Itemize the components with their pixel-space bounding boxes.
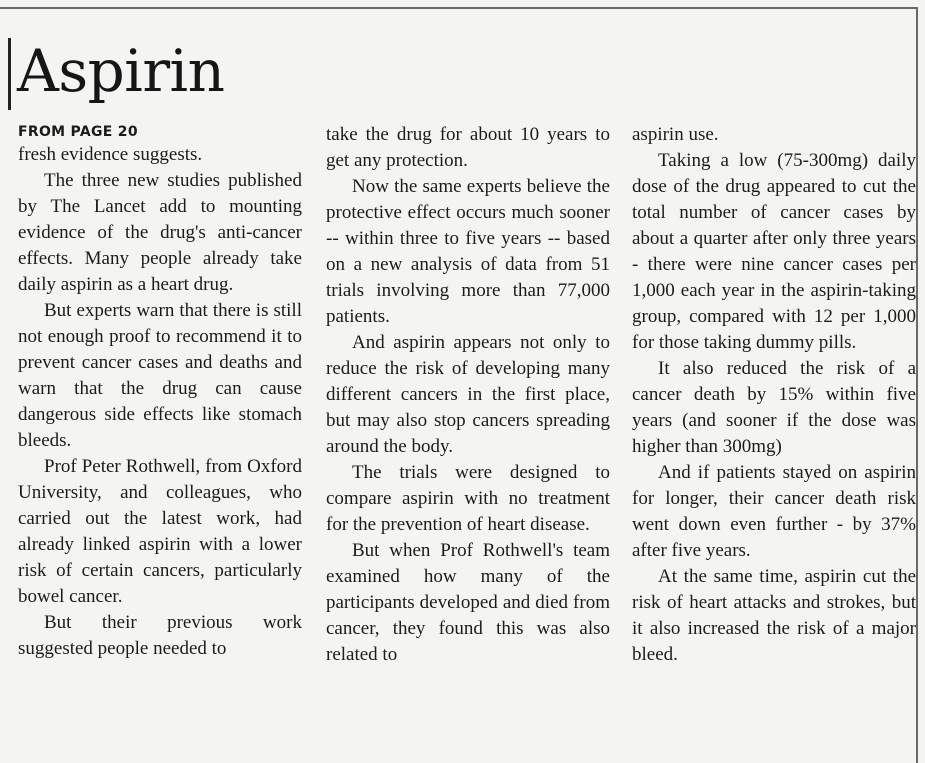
paragraph: But their previous work suggested people needed to — [18, 612, 302, 659]
paragraph: But when Prof Rothwell's team examined how many of the participants developed and died from cancer, they found this was also related to — [326, 540, 610, 665]
continuation-kicker: FROM PAGE 20 — [18, 124, 138, 140]
headline-accent-bar — [8, 38, 11, 110]
top-border-rule — [0, 7, 917, 9]
article-column-1 — [18, 122, 302, 662]
article-column-2 — [326, 122, 610, 668]
paragraph: At the same time, aspirin cut the risk of heart attacks and strokes, but it also increased the risk of a major bleed. — [632, 566, 916, 665]
paragraph: The trials were designed to compare aspirin with no treatment for the prevention of heart disease. — [326, 462, 610, 535]
paragraph: The three new studies published by The Lancet add to mounting evidence of the drug's anti-cancer effects. Many people already take daily aspirin as a heart drug. — [18, 170, 302, 295]
paragraph: It also reduced the risk of a cancer death by 15% within five years (and sooner if the dose was higher than 300mg) — [632, 358, 916, 457]
paragraph: And if patients stayed on aspirin for longer, their cancer death risk went down even further - by 37% after five years. — [632, 462, 916, 561]
paragraph: fresh evidence suggests. — [18, 144, 203, 165]
paragraph: Prof Peter Rothwell, from Oxford University, and colleagues, who carried out the latest work, had already linked aspirin with a lower risk of certain cancers, particularly bowel cancer. — [18, 456, 302, 607]
article-column-3 — [632, 122, 916, 668]
paragraph: But experts warn that there is still not enough proof to recommend it to prevent cancer cases and deaths and warn that the drug can cause dangerous side effects like stomach bleeds. — [18, 300, 302, 451]
article-headline: Aspirin — [17, 37, 225, 105]
paragraph: take the drug for about 10 years to get any protection. — [326, 124, 610, 171]
paragraph: Taking a low (75-300mg) daily dose of the drug appeared to cut the total number of cancer cases by about a quarter after only three years - there were nine cancer cases per 1,000 each year in the aspirin-taking group, compared with 12 per 1,000 for those taking dummy pills. — [632, 150, 916, 353]
right-border-rule — [916, 7, 918, 763]
paragraph: And aspirin appears not only to reduce the risk of developing many different cancers in the first place, but may also stop cancers spreading around the body. — [326, 332, 610, 457]
paragraph: Now the same experts believe the protective effect occurs much sooner -- within three to five years -- based on a new analysis of data from 51 trials involving more than 77,000 patients. — [326, 176, 610, 327]
paragraph: aspirin use. — [632, 124, 719, 145]
